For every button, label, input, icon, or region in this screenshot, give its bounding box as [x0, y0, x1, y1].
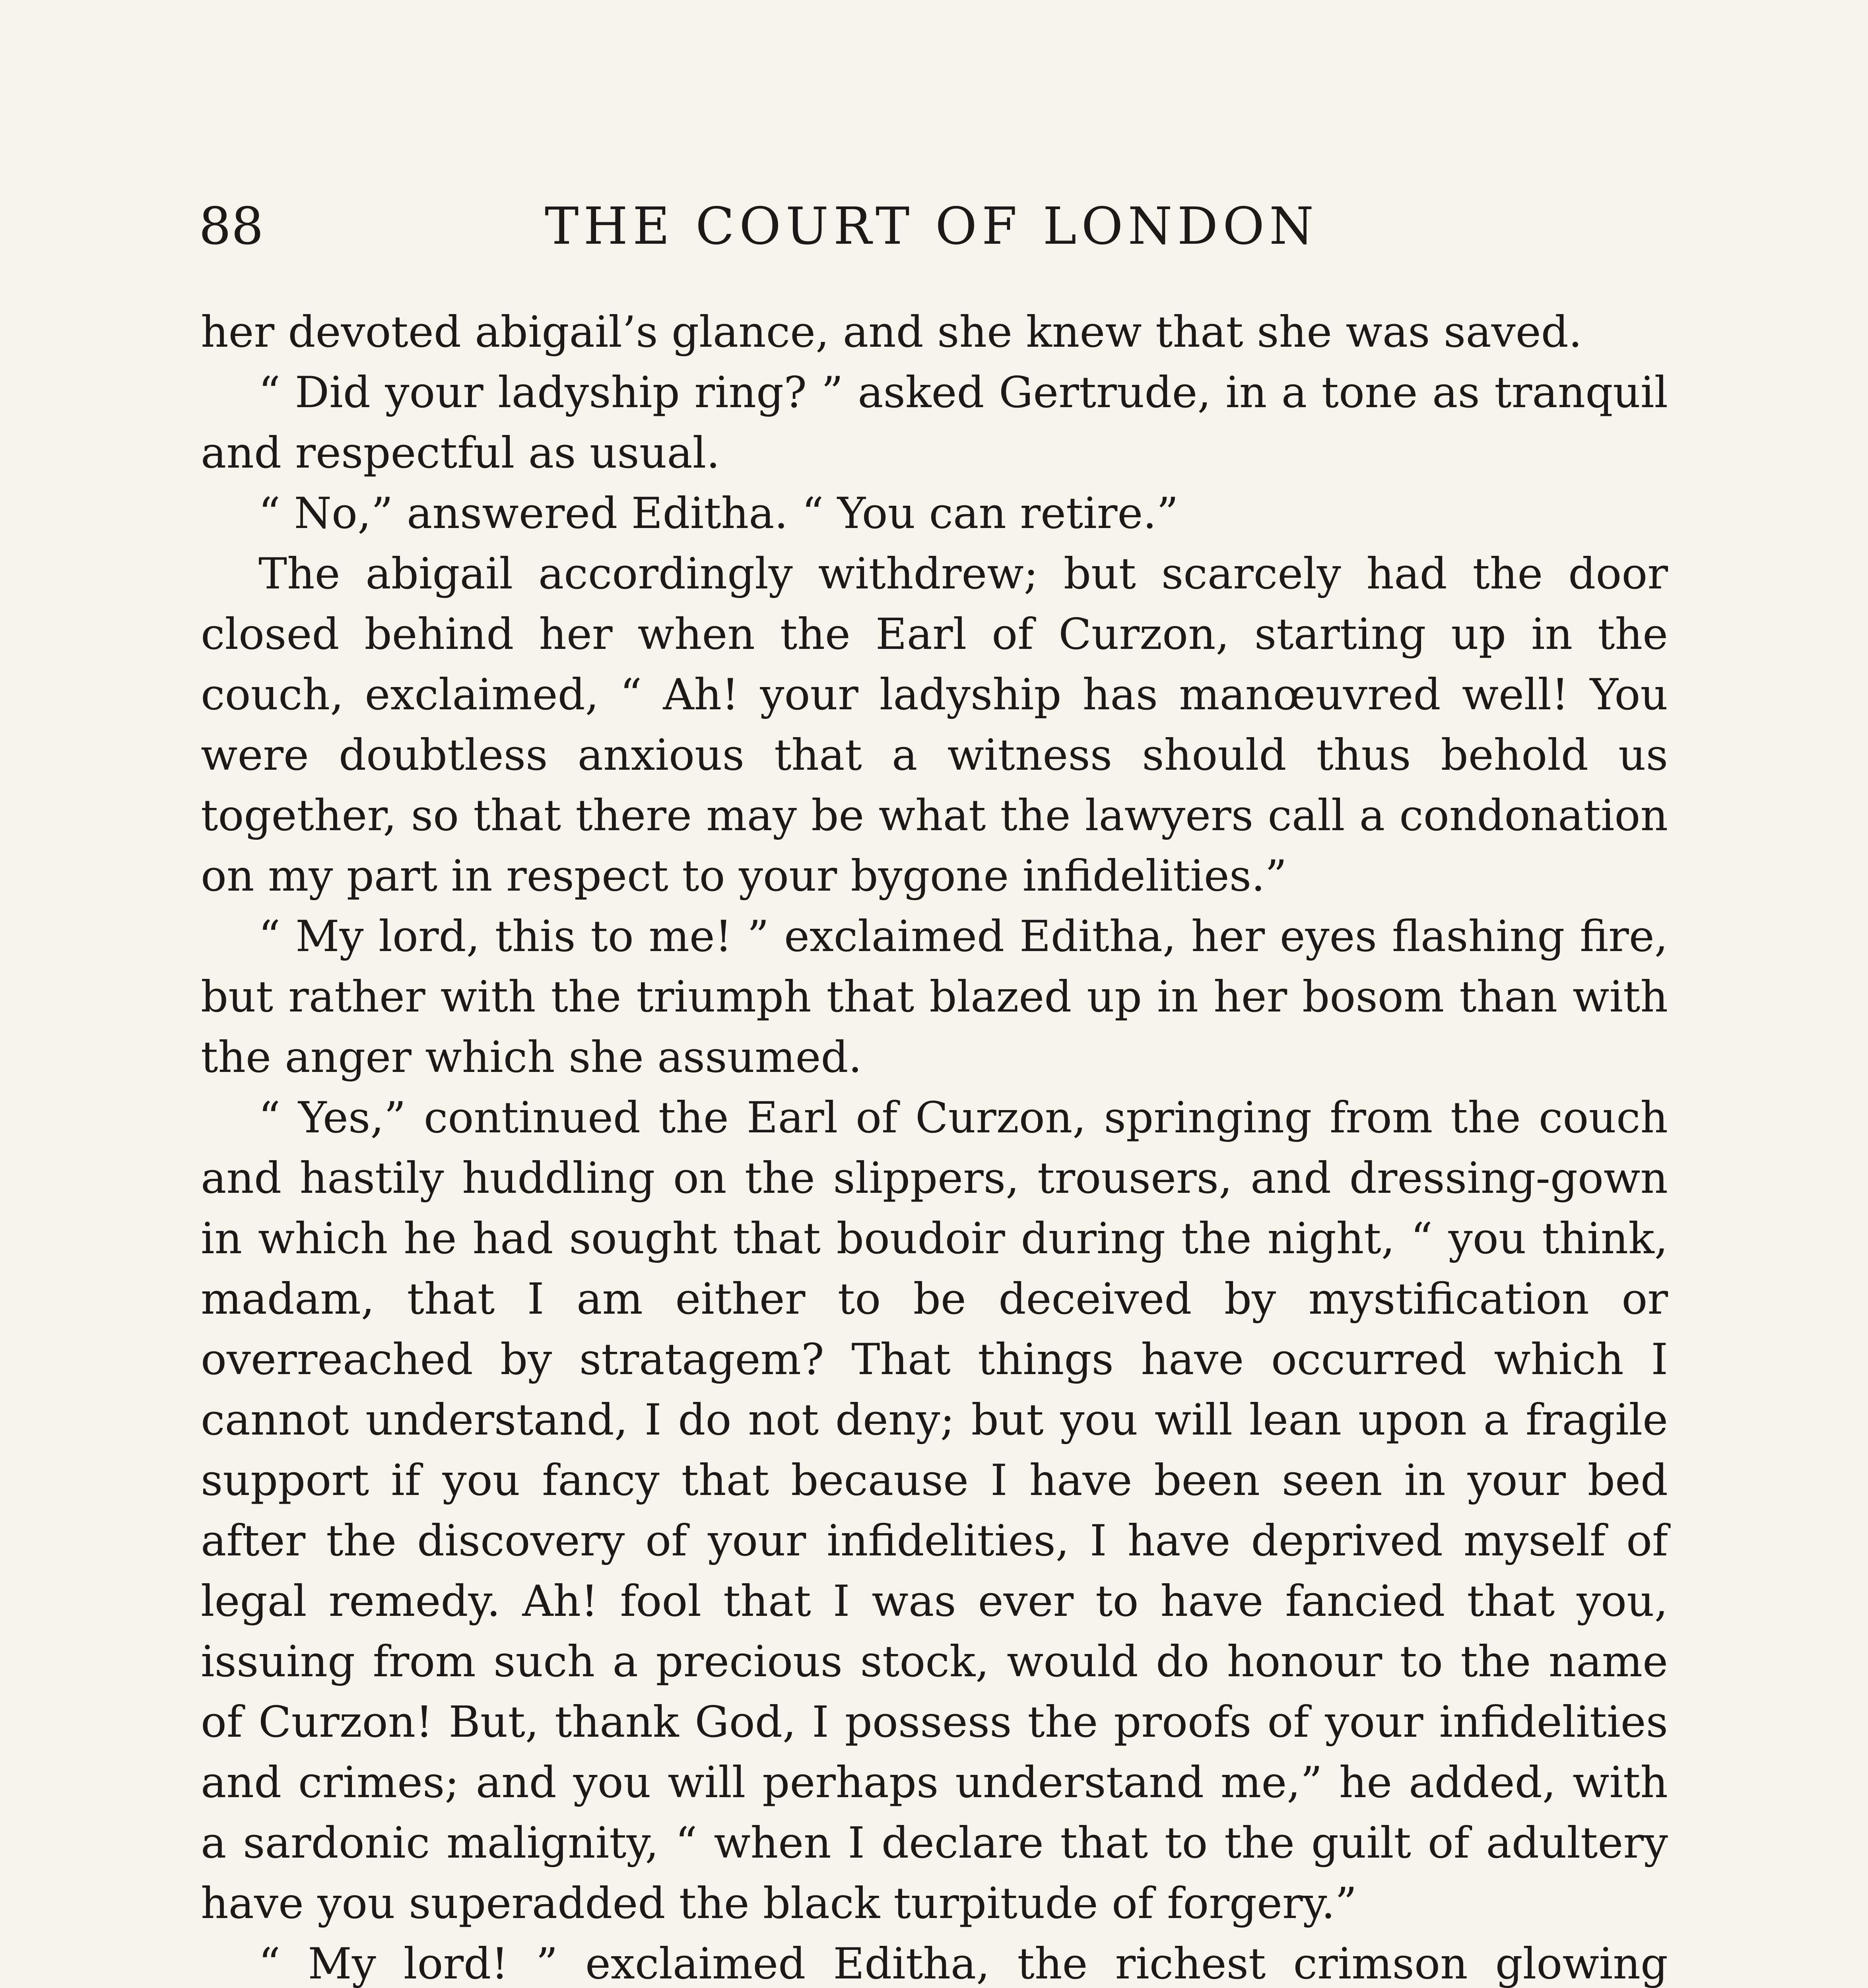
paragraph: “ My lord, this to me! ” exclaimed Editha, her eyes flashing fire, but rather with the triumph that blazed up in her bosom than with the anger which she assumed. [201, 912, 1668, 1082]
paragraph: “ My lord! ” exclaimed Editha, the richest crimson glowing [258, 1939, 1668, 1988]
running-head [199, 187, 1320, 266]
paragraph-continuation: her devoted abigail’s glance, and she knew that she was saved. [201, 307, 1583, 357]
body-text [201, 302, 1668, 1988]
paragraph: “ Yes,” continued the Earl of Curzon, springing from the couch and hastily huddling on the slippers, trousers, and dressing-gown in which he had sought that boudoir during the night, “ you think, madam, that I am either to be deceived by mystification or overreached by stratagem? That things have occurred which I cannot understand, I do not deny; but you will lean upon a fragile support if you fancy that because I have been seen in your bed after the discovery of your infidelities, I have deprived myself of legal remedy. Ah! fool that I was ever to have fancied that you, issuing from such a precious stock, would do honour to the name of Curzon! But, thank God, I possess the proofs of your infidelities and crimes; and you will perhaps understand me,” he added, with a sardonic malignity, “ when I declare that to the guilt of adultery have you superadded the black turpitude of forgery.” [201, 1093, 1668, 1928]
paragraph: The abigail accordingly withdrew; but scarcely had the door closed behind her when the Earl of Curzon, starting up in the couch, exclaimed, “ Ah! your ladyship has manœuvred well! You were doubtless anxious that a witness should thus behold us together, so that there may be what the lawyers call a condonation on my part in respect to your bygone infidelities.” [201, 549, 1668, 901]
running-title: THE COURT OF LONDON [545, 197, 1318, 256]
paragraph: “ Did your ladyship ring? ” asked Gertrude, in a tone as tranquil and respectful as usual. [201, 368, 1668, 478]
page-number: 88 [199, 197, 264, 256]
paragraph: “ No,” answered Editha. “ You can retire.” [258, 489, 1179, 538]
